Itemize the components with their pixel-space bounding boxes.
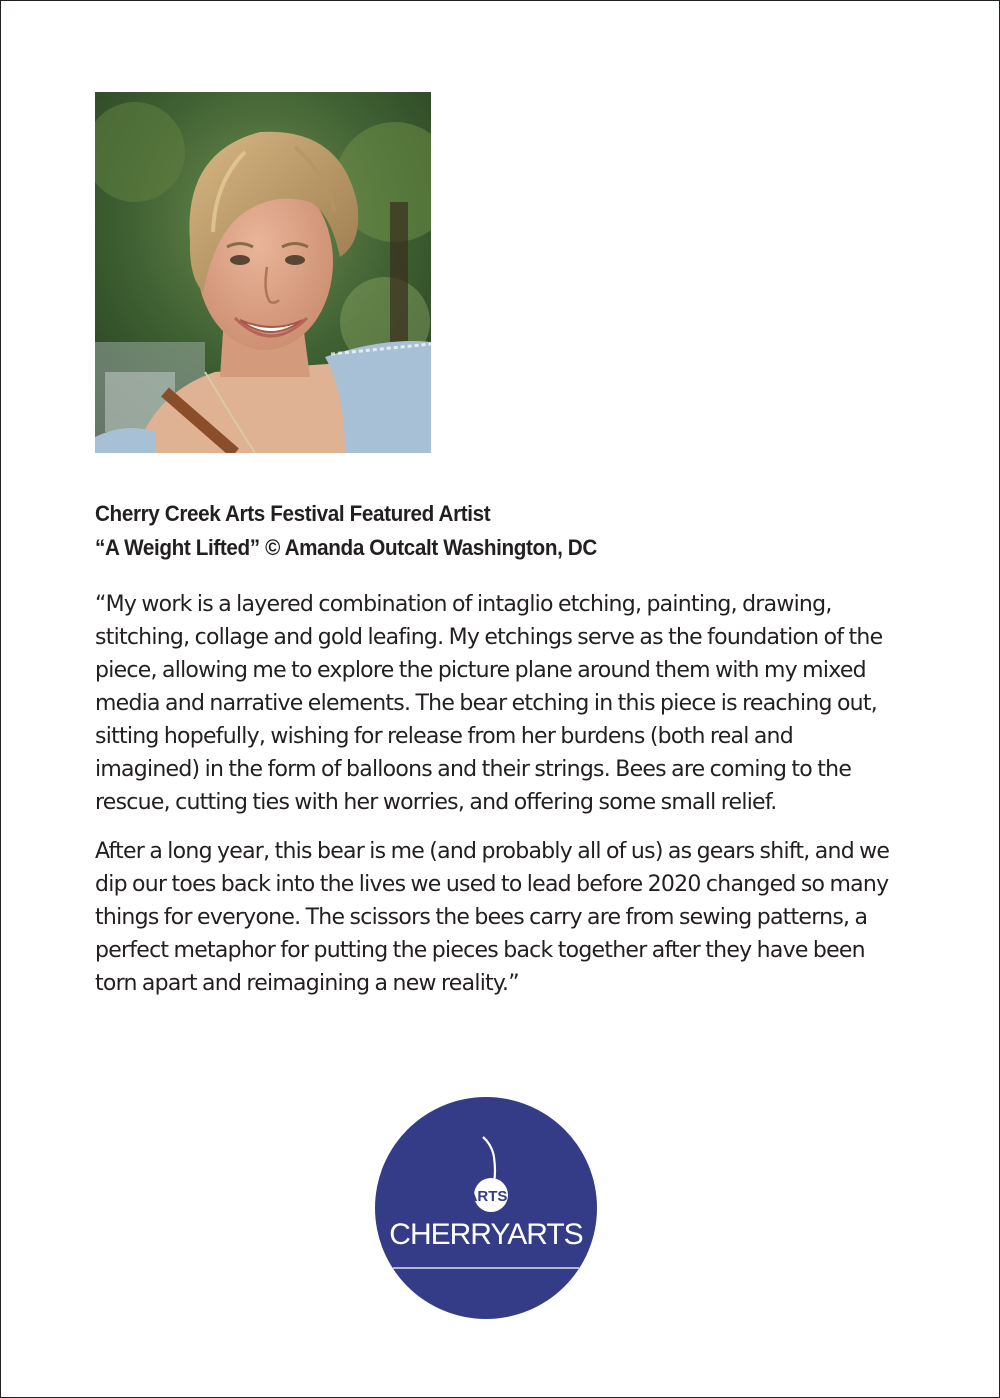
portrait-image [95,92,431,453]
logo-wordmark: CHERRYARTS [389,1218,583,1251]
logo-small-text: ARTS [466,1188,508,1205]
statement-paragraph-2: After a long year, this bear is me (and probably all of us) as gears shift, and we dip our toes back into the lives we used to lead before 2020 changed so many things for everyone. The scissors the bees carry are from sewing patterns, a perfect metaphor for putting the pieces back together after they have been torn apart and reimagining a new reality.” [95,839,890,996]
heading-line-artwork: “A Weight Lifted” © Amanda Outcalt Washington, DC [95,535,597,560]
statement-paragraph-1: “My work is a layered combination of intaglio etching, painting, drawing, stitching, collage and gold leafing. My etchings serve as the foundation of the piece, allowing me to explore the picture plane around them with my mixed media and narrative elements. The bear etching in this piece is reaching out, sitting hopefully, wishing for release from her burdens (both real and imagined) in the form of balloons and their strings. Bees are coming to the rescue, cutting ties with her worries, and offering some small relief. [95,592,883,815]
cherry-arts-logo [375,1097,597,1319]
artist-statement [95,588,895,1000]
heading-line-festival: Cherry Creek Arts Festival Featured Artist [95,501,491,526]
artist-portrait-photo [95,92,431,453]
feature-heading [95,497,866,565]
